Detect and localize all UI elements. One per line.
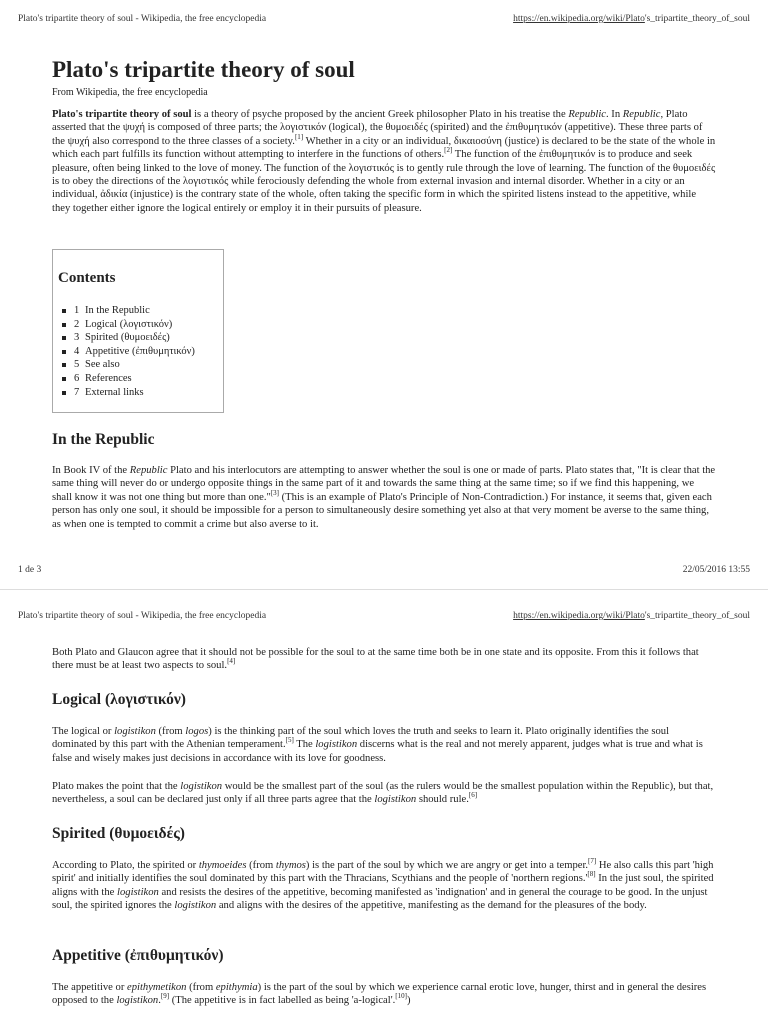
print-timestamp: 22/05/2016 13:55 [682,565,750,575]
header-url[interactable]: https://en.wikipedia.org/wiki/Plato's_tripartite_theory_of_soul [513,14,750,24]
citation-link[interactable]: [6] [468,791,478,800]
section-logical [52,690,716,710]
toc-list [62,304,195,399]
page-title: Plato's tripartite theory of soul [52,57,355,82]
page-divider [0,589,768,590]
toc-item[interactable]: 6 References [62,372,195,386]
toc-title: Contents [58,270,116,286]
header-url-link[interactable]: https://en.wikipedia.org/wiki/Plato [513,14,645,24]
toc-item[interactable]: 7 External links [62,386,195,400]
section-appetitive [52,946,716,966]
republic-paragraph: In Book IV of the Republic Plato and his interlocutors are attempting to answer whether the soul is one or made of parts. Plato states that, "It is clear that the same thing will never do or undergo opposite things in the same part of it and towards the same thing at the same time; so if we find this happening, we shall know it was not one thing but more than one."[3] (This is an example of Plato's Principle of Non-Contradiction.) For instance, it seems that, given each person has only one soul, it should be impossible for a person to simultaneously desire something yet also at that very moment be averse to the same thing, as when one is tempted to commit a crime but also averse to it. [52,465,716,530]
citation-link[interactable]: [2] [444,146,453,155]
citation-link[interactable]: [1] [294,132,304,141]
article-header [52,56,716,99]
section-heading: Appetitive (ἐπιθυμητικόν) [52,947,224,964]
header-url[interactable]: https://en.wikipedia.org/wiki/Plato's_tripartite_theory_of_soul [513,611,750,621]
citation-link[interactable]: [5] [285,736,294,745]
section-heading: Logical (λογιστικόν) [52,691,186,708]
section-in-the-republic [52,430,716,450]
citation-link[interactable]: [10] [395,992,407,1001]
appetitive-paragraph: The appetitive or epithymetikon (from epithymia) is the part of the soul by which we experience carnal erotic love, hunger, thirst and in general the desires opposed to the logistikon.[9] (The appetitive is in fact labelled as being 'a-logical'.[10]) [52,982,707,1007]
toc-item[interactable]: 2 Logical (λογιστικόν) [62,318,195,332]
page-subtitle: From Wikipedia, the free encyclopedia [52,87,208,98]
header-url-link[interactable]: https://en.wikipedia.org/wiki/Plato [513,611,645,621]
table-of-contents [52,249,224,413]
citation-link[interactable]: [9] [160,992,170,1001]
section-heading: Spirited (θυμοειδές) [52,825,185,842]
citation-link[interactable]: [7] [588,857,597,865]
page-number: 1 de 3 [18,565,42,575]
header-title: Plato's tripartite theory of soul - Wikipedia, the free encyclopedia [18,14,267,24]
toc-item[interactable]: 3 Spirited (θυμοειδές) [62,331,195,345]
header-title: Plato's tripartite theory of soul - Wikipedia, the free encyclopedia [18,611,267,621]
toc-item[interactable]: 5 See also [62,358,195,372]
citation-link[interactable]: [4] [227,657,236,666]
toc-item[interactable]: 4 Appetitive (ἐπιθυμητικόν) [62,345,195,359]
section-heading: In the Republic [52,431,155,448]
page-header [0,14,768,28]
logical-paragraph-2: Plato makes the point that the logistikon would be the smallest part of the soul (as the rulers would be the smallest population within the Republic), but that, nevertheless, a soul can be declared just only if all three parts agree that the logistikon should rule.[6] [52,781,714,806]
intro-paragraph: Plato's tripartite theory of soul is a theory of psyche proposed by the ancient Greek philosopher Plato in his treatise the Republic. In Republic, Plato asserted that the ψυχή is composed of three parts; the λογιστικόν (logical), the θυμοειδές (spirited) and the ἐπιθυμητικόν (appetitive). These three parts of the ψυχή also correspond to the three classes of a society.[1] Whether in a city or an individual, δικαιοσύνη (justice) is declared to be the state of the whole in which each part fulfills its function without attempting to interfere in the functions of others.[2] The function of the ἐπιθυμητικόν is to produce and seek pleasure, often being linked to the love of money. The function of the λογιστικός is to gently rule through the love of learning. The function of the θυμοειδές is to obey the directions of the λογιστικός while ferociously defending the whole from external invasion and internal disorder. Whether in a city or an individual, ἀδικία (injustice) is the contrary state of the whole, often taking the specific form in which the spirited listens instead to the appetitive, while they together either ignore the logical entirely or employ it in their pursuits of pleasure. [52,109,716,214]
citation-link[interactable]: [8] [587,870,596,879]
republic-continuation: Both Plato and Glaucon agree that it should not be possible for the soul to at the same time both be in one state and its opposite. From this it follows that there must be at least two aspects to soul.[4] [52,647,699,672]
page-header [0,611,768,625]
citation-link[interactable]: [3] [270,488,279,497]
section-spirited [52,824,716,844]
logical-paragraph-1: The logical or logistikon (from logos) is the thinking part of the soul which loves the truth and seeks to learn it. Plato originally identifies the soul dominated by this part with the Athenian temperament.[5] The logistikon discerns what is the real and not merely apparent, judges what is true and what is false and wisely makes just decisions in accordance with its love for goodness. [52,726,703,764]
toc-item[interactable]: 1 In the Republic [62,304,195,318]
spirited-paragraph: According to Plato, the spirited or thymoeides (from thymos) is the part of the soul by which we are angry or get into a temper.[7] He also calls this part 'high spirit' and initially identifies the soul dominated by this part with the Thracians, Scythians and the people of 'northern regions.'[8] In the just soul, the spirited aligns with the logistikon and resists the desires of the appetitive, becoming manifested as 'indignation' and in general the courage to be good. In the unjust soul, the spirited ignores the logistikon and aligns with the desires of the appetitive, manifesting as the demand for the pleasures of the body. [52,857,714,912]
